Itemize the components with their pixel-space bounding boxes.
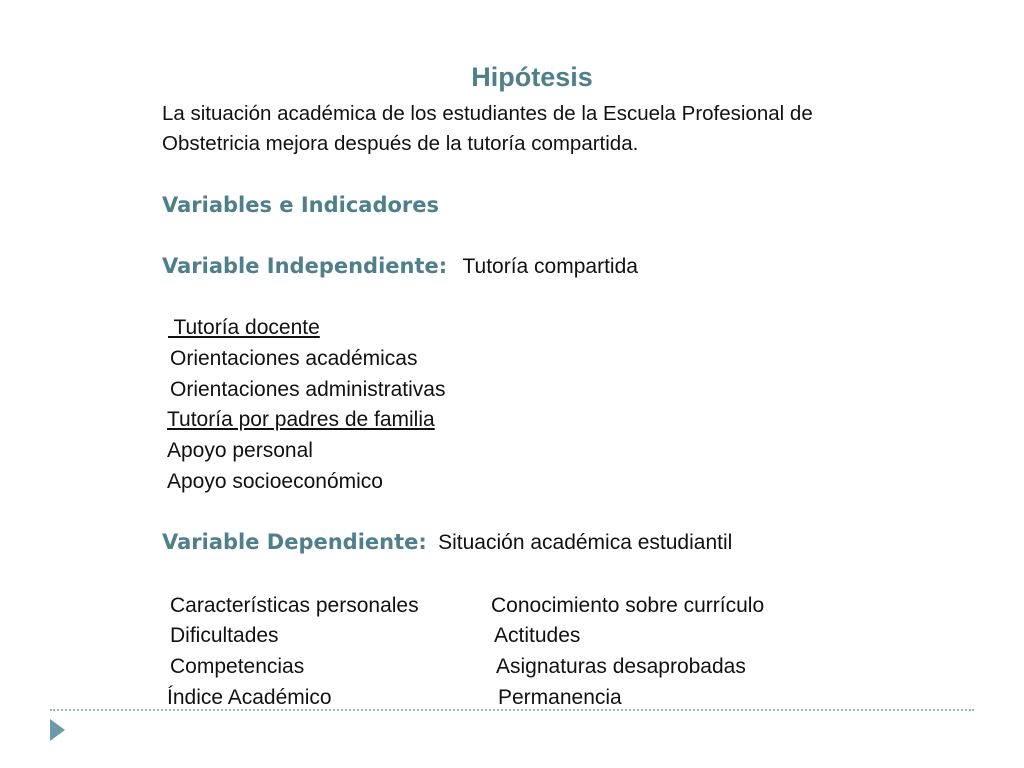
triangle-arrow-icon <box>50 719 65 741</box>
dependent-indicator-left: Índice Académico <box>167 686 332 709</box>
dependent-indicator-left: Características personales <box>170 594 419 617</box>
indicator-group-header: Tutoría docente <box>168 316 320 339</box>
hypothesis-line-2: Obstetricia mejora después de la tutoría compartida. <box>162 132 639 155</box>
independent-variable-row <box>162 254 638 279</box>
independent-variable-value: Tutoría compartida <box>462 255 638 278</box>
variables-heading: Variables e Indicadores <box>162 193 440 217</box>
dependent-variable-row <box>162 530 732 555</box>
indicator-item: Apoyo personal <box>167 439 313 462</box>
dependent-indicator-right: Actitudes <box>494 624 581 647</box>
dependent-variable-label: Variable Dependiente: <box>162 530 427 554</box>
independent-variable-label: Variable Independiente: <box>162 254 448 278</box>
dependent-indicator-right: Asignaturas desaprobadas <box>496 655 746 678</box>
dependent-indicator-right: Permanencia <box>498 686 622 709</box>
indicator-item: Orientaciones administrativas <box>170 378 446 401</box>
indicator-item: Orientaciones académicas <box>170 347 418 370</box>
dependent-indicator-right: Conocimiento sobre currículo <box>491 594 765 617</box>
dependent-indicator-left: Competencias <box>170 655 305 678</box>
hypothesis-line-1: La situación académica de los estudiantes de la Escuela Profesional de <box>162 102 813 125</box>
slide-title: Hipótesis <box>471 62 593 92</box>
dependent-variable-value: Situación académica estudiantil <box>438 531 733 554</box>
dependent-indicator-left: Dificultades <box>170 624 279 647</box>
indicator-group-header: Tutoría por padres de familia <box>167 408 435 431</box>
indicator-item: Apoyo socioeconómico <box>167 470 383 493</box>
footer-divider <box>50 709 974 711</box>
